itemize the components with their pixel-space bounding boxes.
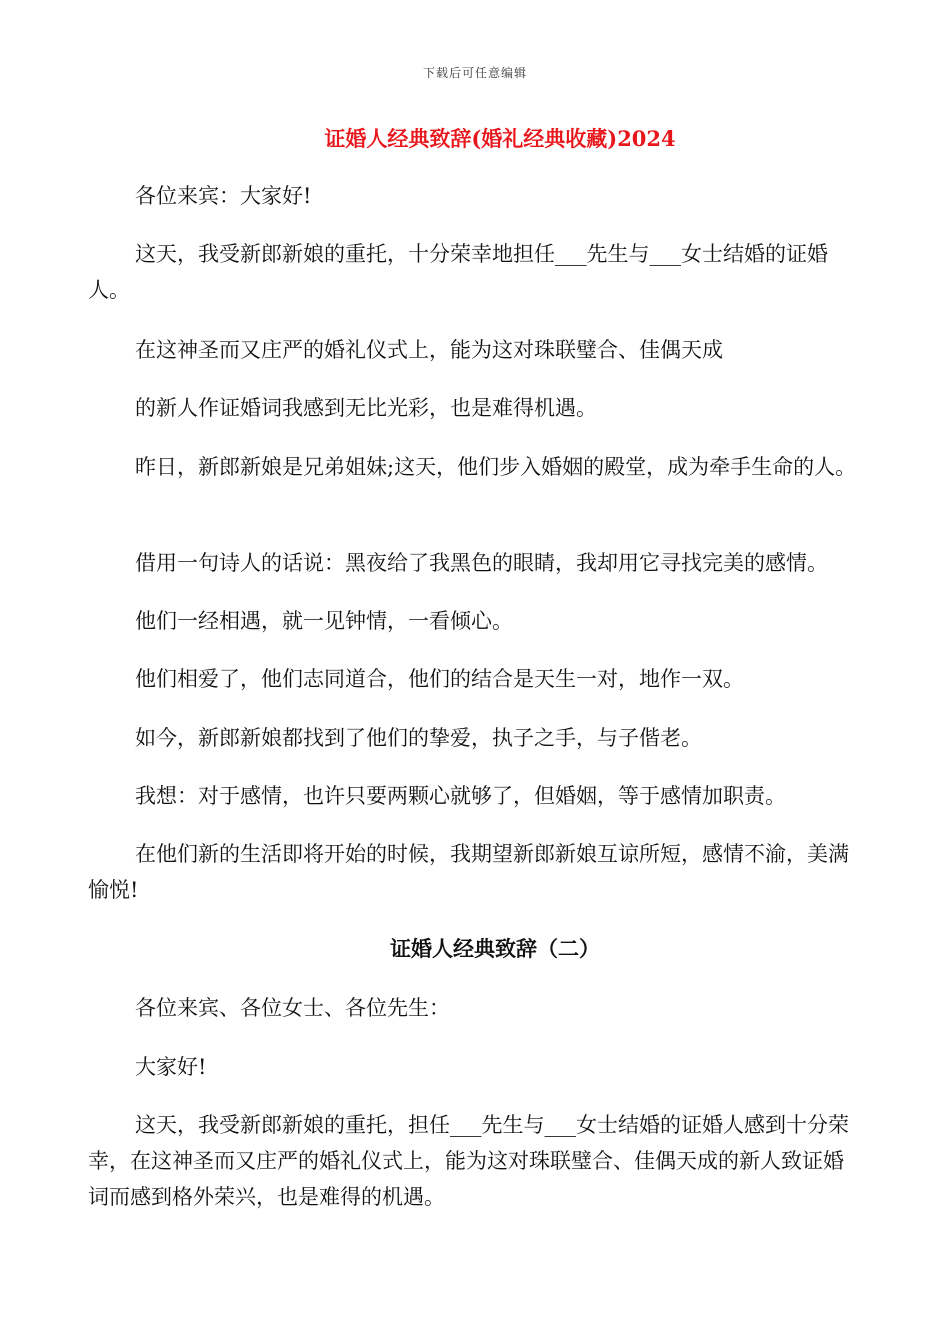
paragraph: 借用一句诗人的话说：黑夜给了我黑色的眼睛，我却用它寻找完美的感情。 (135, 551, 828, 575)
paragraph: 各位来宾：大家好! (135, 184, 312, 208)
section-title: 证婚人经典致辞（二） (390, 936, 600, 961)
paragraph: 昨日，新郎新娘是兄弟姐妹;这天，他们步入婚姻的殿堂，成为牵手生命的人。 (135, 455, 857, 479)
paragraph: 我想：对于感情，也许只要两颗心就够了，但婚姻，等于感情加职责。 (135, 784, 786, 808)
header-note: 下载后可任意编辑 (422, 66, 527, 80)
paragraph: 在他们新的生活即将开始的时候，我期望新郎新娘互谅所短，感情不渝，美满愉悦! (88, 842, 849, 902)
paragraph: 这天，我受新郎新娘的重托，十分荣幸地担任___先生与___女士结婚的证婚人。 (88, 242, 828, 302)
paragraph: 他们相爱了，他们志同道合，他们的结合是天生一对，地作一双。 (135, 667, 744, 691)
paragraph: 他们一经相遇，就一见钟情，一看倾心。 (135, 609, 513, 633)
paragraph: 这天，我受新郎新娘的重托，担任___先生与___女士结婚的证婚人感到十分荣幸，在这神圣而又庄严的婚礼仪式上，能为这对珠联璧合、佳偶天成的新人致证婚词而感到格外荣兴，也是难得的机遇。 (88, 1113, 849, 1209)
paragraph: 如今，新郎新娘都找到了他们的挚爱，执子之手，与子偕老。 (135, 726, 702, 750)
paragraph: 各位来宾、各位女士、各位先生： (135, 996, 450, 1020)
document-title: 证婚人经典致辞(婚礼经典收藏)2024 (324, 126, 676, 151)
paragraph: 的新人作证婚词我感到无比光彩，也是难得机遇。 (135, 396, 597, 420)
paragraph: 在这神圣而又庄严的婚礼仪式上，能为这对珠联璧合、佳偶天成 (135, 338, 723, 362)
paragraph: 大家好! (135, 1055, 207, 1079)
